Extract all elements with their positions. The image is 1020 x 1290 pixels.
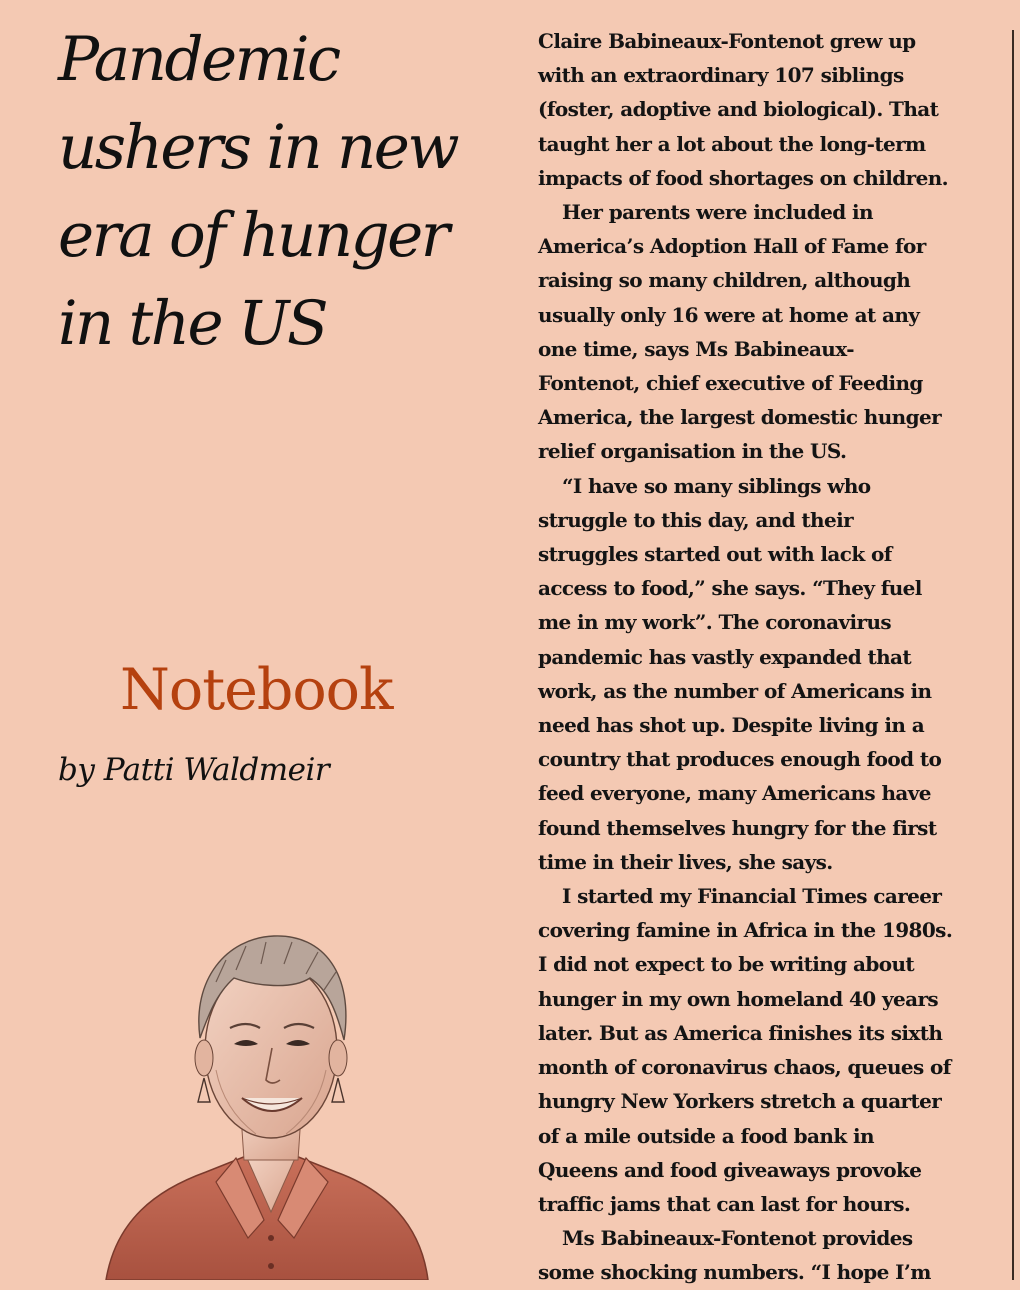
headline-line: ushers in new (58, 112, 458, 183)
article-line: relief organisation in the US. (538, 439, 847, 464)
article-paragraph (538, 1221, 1004, 1289)
author-portrait-illustration (96, 920, 436, 1280)
article-line: struggles started out with lack of (538, 542, 892, 567)
article-line: of a mile outside a food bank in (538, 1123, 874, 1148)
article-line: need has shot up. Despite living in a (538, 713, 925, 738)
article-line: I started my Financial Times career (562, 884, 942, 909)
headline-line: Pandemic (58, 24, 339, 95)
article-line: pandemic has vastly expanded that (538, 644, 912, 669)
article-line: Queens and food giveaways provoke (538, 1157, 922, 1182)
article-line: me in my work”. The coronavirus (538, 610, 892, 635)
article-line: later. But as America finishes its sixth (538, 1020, 943, 1045)
article-line: one time, says Ms Babineaux- (538, 336, 854, 361)
article-line: (foster, adoptive and biological). That (538, 97, 939, 122)
article-paragraph (538, 469, 1004, 879)
article-paragraph (538, 195, 1004, 469)
article-line: hungry New Yorkers stretch a quarter (538, 1089, 942, 1114)
article-line: access to food,” she says. “They fuel (538, 576, 922, 601)
byline: by Patti Waldmeir (58, 752, 330, 788)
article-line: America, the largest domestic hunger (538, 405, 942, 430)
headline-line: in the US (58, 288, 327, 359)
article-line: month of coronavirus chaos, queues of (538, 1055, 951, 1080)
article-line: Claire Babineaux-Fontenot grew up (538, 29, 916, 53)
column-divider-rule (1012, 30, 1014, 1280)
article-line: I did not expect to be writing about (538, 952, 915, 977)
article-paragraph (538, 879, 1004, 1221)
article-line: with an extraordinary 107 siblings (538, 63, 904, 88)
article-paragraph (538, 24, 1004, 195)
article-line: “I have so many siblings who (562, 473, 871, 498)
headline (58, 16, 488, 368)
article-line: struggle to this day, and their (538, 507, 854, 532)
article-line: traffic jams that can last for hours. (538, 1191, 911, 1216)
headline-line: era of hunger (58, 200, 448, 271)
article-line: work, as the number of Americans in (538, 678, 932, 703)
article-line: feed everyone, many Americans have (538, 781, 931, 806)
column-label: Notebook (120, 657, 393, 723)
article-line: some shocking numbers. “I hope I’m (538, 1260, 931, 1285)
article-line: usually only 16 were at home at any (538, 302, 920, 327)
article-line: time in their lives, she says. (538, 849, 833, 874)
article-body (538, 24, 1004, 1290)
article-line: found themselves hungry for the first (538, 815, 937, 840)
article-line: America’s Adoption Hall of Fame for (538, 234, 926, 259)
article-line: Her parents were included in (562, 200, 873, 225)
article-line: raising so many children, although (538, 268, 911, 293)
article-line: Fontenot, chief executive of Feeding (538, 371, 923, 396)
article-line: country that produces enough food to (538, 747, 942, 772)
article-line: impacts of food shortages on children. (538, 165, 948, 190)
article-line: taught her a lot about the long-term (538, 131, 926, 156)
article-line: hunger in my own homeland 40 years (538, 986, 939, 1011)
article-line: covering famine in Africa in the 1980s. (538, 918, 953, 943)
article-line: Ms Babineaux-Fontenot provides (562, 1226, 913, 1251)
